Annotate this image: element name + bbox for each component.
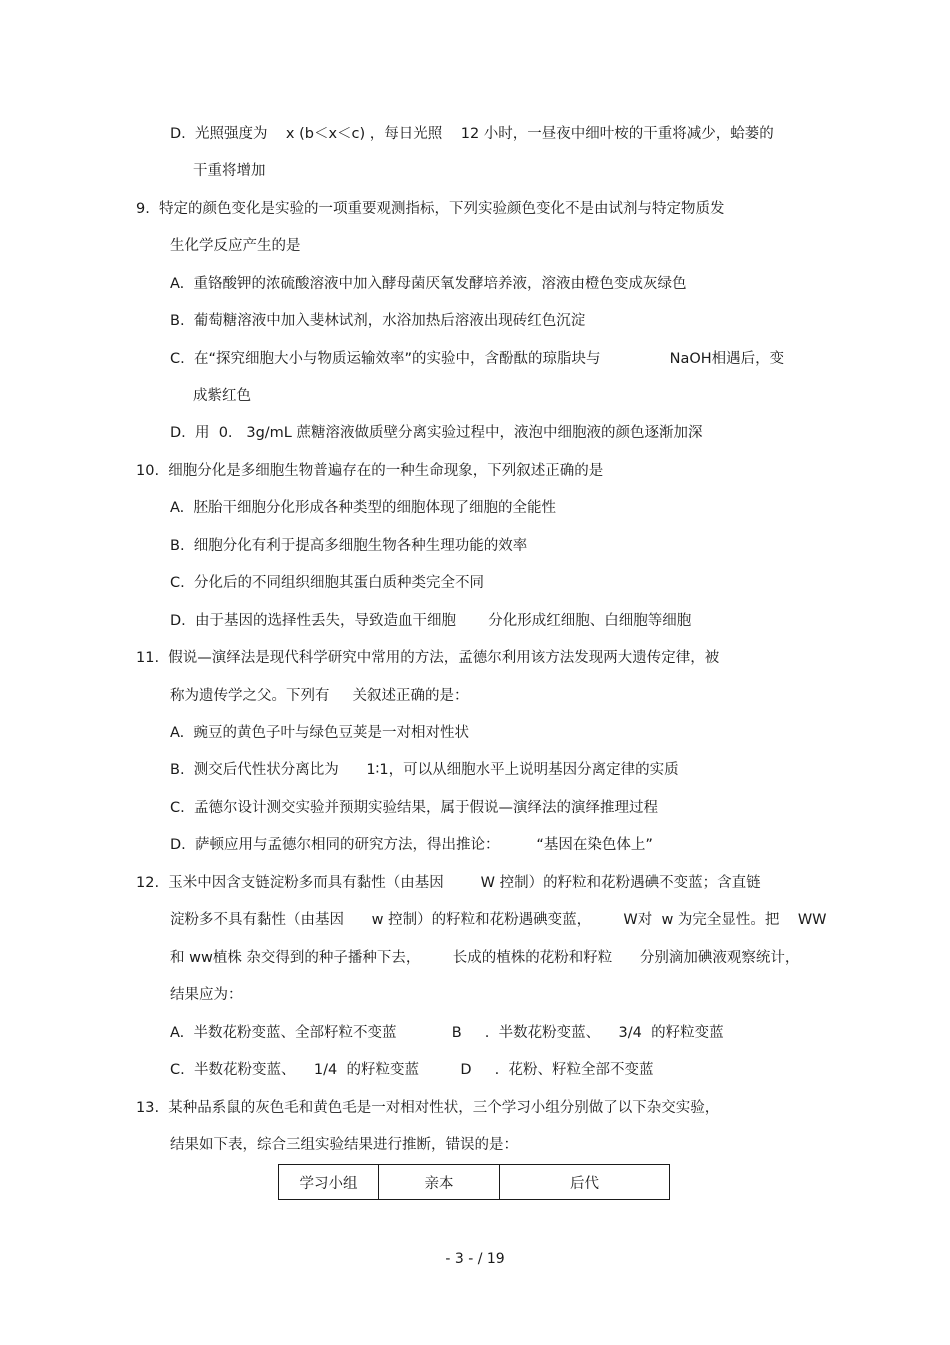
- page-number: - 3 - / 19: [445, 1251, 505, 1267]
- q12-stem-line2: 淀粉多不具有黏性（由基因 w 控制）的籽粒和花粉遇碘变蓝， W对 w 为完全显性。把 WW: [170, 912, 827, 928]
- q10-option-b: B. 细胞分化有利于提高多细胞生物各种生理功能的效率: [170, 538, 528, 554]
- q10-option-a: A. 胚胎干细胞分化形成各种类型的细胞体现了细胞的全能性: [170, 500, 556, 516]
- table-header-group: 学习小组: [279, 1165, 379, 1199]
- q11-option-d: D. 萨顿应用与孟德尔相同的研究方法，得出推论： “基因在染色体上”: [170, 837, 653, 853]
- q12-options-cd: C. 半数花粉变蓝、 1/4 的籽粒变蓝 D . 花粉、籽粒全部不变蓝: [170, 1062, 654, 1078]
- result-table-header: [278, 1164, 670, 1200]
- q9-option-d: D. 用 0. 3g/mL 蔗糖溶液做质壁分离实验过程中，液泡中细胞液的颜色逐渐加深: [170, 425, 703, 441]
- q8-option-d-line2: 干重将增加: [193, 163, 266, 179]
- table-header-parents: 亲本: [379, 1165, 500, 1199]
- q10-stem: 10. 细胞分化是多细胞生物普遍存在的一种生命现象，下列叙述正确的是: [136, 463, 604, 479]
- q10-option-c: C. 分化后的不同组织细胞其蛋白质种类完全不同: [170, 575, 484, 591]
- table-header-offspring: 后代: [570, 1175, 599, 1192]
- q11-stem-line1: 11. 假说—演绎法是现代科学研究中常用的方法，孟德尔利用该方法发现两大遗传定律，被: [136, 650, 720, 666]
- q9-option-c-line1: C. 在“探究细胞大小与物质运输效率”的实验中，含酚酞的琼脂块与 NaOH相遇后，变: [170, 351, 785, 367]
- q9-option-b: B. 葡萄糖溶液中加入斐林试剂，水浴加热后溶液出现砖红色沉淀: [170, 313, 586, 329]
- q13-stem-line2: 结果如下表，综合三组实验结果进行推断，错误的是：: [170, 1137, 518, 1153]
- q9-option-c-line2: 成紫红色: [193, 388, 251, 404]
- q11-option-b: B. 测交后代性状分离比为 1∶1，可以从细胞水平上说明基因分离定律的实质: [170, 762, 679, 778]
- q12-options-ab: A. 半数花粉变蓝、全部籽粒不变蓝 B . 半数花粉变蓝、 3/4 的籽粒变蓝: [170, 1025, 724, 1041]
- q8-option-d-line1: D. 光照强度为 x (b＜x＜c) ，每日光照 12 小时，一昼夜中细叶桉的干重将减少，蛤蒌的: [170, 126, 774, 142]
- q12-stem-line1: 12. 玉米中因含支链淀粉多而具有黏性（由基因 W 控制）的籽粒和花粉遇碘不变蓝；含直链: [136, 875, 761, 891]
- q11-option-a: A. 豌豆的黄色子叶与绿色豆荚是一对相对性状: [170, 725, 469, 741]
- q11-stem-line2: 称为遗传学之父。下列有 关叙述正确的是：: [170, 688, 469, 704]
- q13-stem-line1: 13. 某种品系鼠的灰色毛和黄色毛是一对相对性状，三个学习小组分别做了以下杂交实验，: [136, 1100, 720, 1116]
- q9-stem-line2: 生化学反应产生的是: [170, 238, 301, 254]
- q9-stem-line1: 9. 特定的颜色变化是实验的一项重要观测指标，下列实验颜色变化不是由试剂与特定物质发: [136, 201, 725, 217]
- q12-stem-line4: 结果应为：: [170, 987, 243, 1003]
- q11-option-c: C. 孟德尔设计测交实验并预期实验结果，属于假说—演绎法的演绎推理过程: [170, 800, 658, 816]
- q12-stem-line3: 和 ww植株 杂交得到的种子播种下去， 长成的植株的花粉和籽粒 分别滴加碘液观察统计，: [170, 950, 800, 966]
- q10-option-d: D. 由于基因的选择性丢失，导致造血干细胞 分化形成红细胞、白细胞等细胞: [170, 613, 692, 629]
- q9-option-a: A. 重铬酸钾的浓硫酸溶液中加入酵母菌厌氧发酵培养液，溶液由橙色变成灰绿色: [170, 276, 687, 292]
